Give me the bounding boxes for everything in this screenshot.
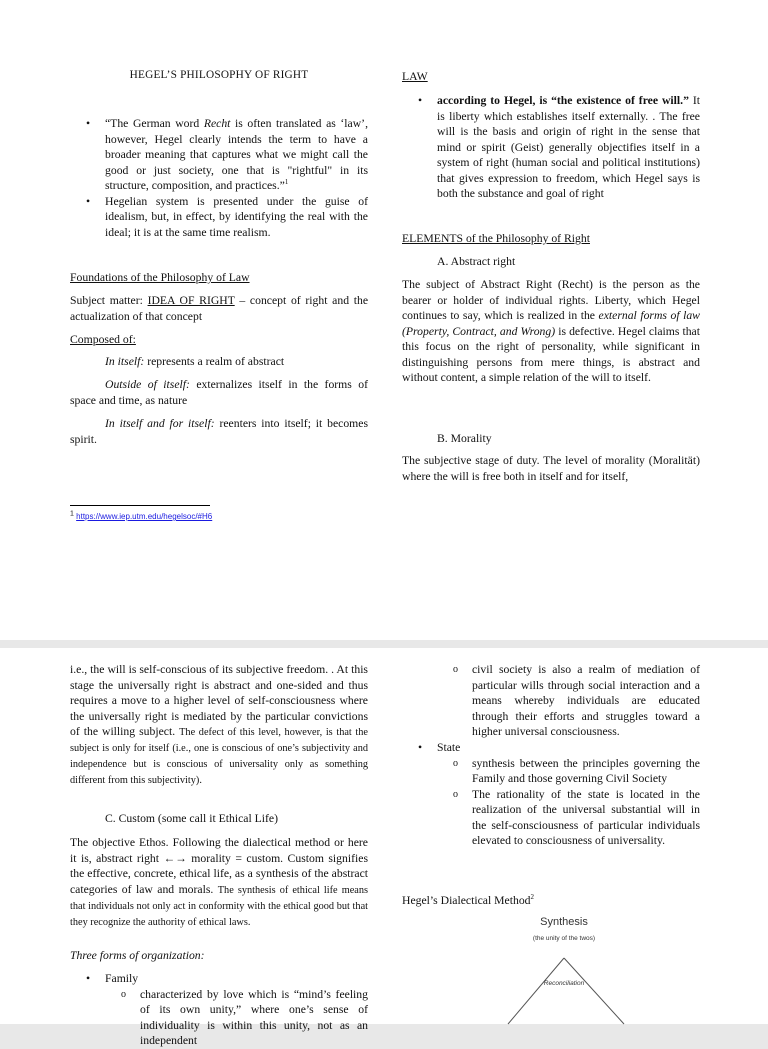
- abstract-right-heading: A. Abstract right: [437, 255, 516, 268]
- synthesis-sublabel: (the unity of the twos): [532, 935, 596, 942]
- forms-bullet-list: [70, 971, 368, 1049]
- synthesis-label: Synthesis: [540, 916, 588, 928]
- state-sub-list: [437, 756, 700, 849]
- custom-heading: C. Custom (some call it Ethical Life): [105, 812, 279, 825]
- list-item: o characterized by love which is “mind’s feeling of its own unity,” where one’s sense of individuality is within this unity, not as an independent: [105, 987, 368, 1049]
- footnote-divider: [70, 505, 210, 506]
- civil-society-sub-list: [437, 662, 700, 740]
- document-page-2: [0, 648, 768, 1047]
- list-item: o The rationality of the state is located in the realization of the universal substantial will in the self-consciousness of particular individuals elevated to consciousness of universality.: [437, 787, 700, 849]
- list-item: • Family o characterized by love which is “mind’s feeling of its own unity,” where one’s sense of individuality is within this unity, not as an independent: [70, 971, 368, 1049]
- outside-itself-line: Outside of itself: externalizes itself in the forms of space and time, as nature: [70, 378, 368, 407]
- in-and-for-itself-line: In itself and for itself: reenters into itself; it becomes spirit.: [70, 417, 369, 446]
- abstract-right-text: The subject of Abstract Right (Recht) is the person as the bearer or holder of individual rights. Liberty, which Hegel continues to say, which is realized in the external forms of law (Property, Contract, and Wrong) is defective. Hegel claims that this focus on the right of personality, while significant in distinguishing persons from mere things, is abstract and without content, a simple relation of the will to itself.: [402, 278, 700, 384]
- document-title: HEGEL’S PHILOSOPHY OF RIGHT: [129, 69, 309, 81]
- custom-text: The objective Ethos. Following the dialectical method or here it is, abstract right ←→ morality = custom. Custom signifies the effective, concrete, ethical life, as a synthesis of the abstract categories of law and morals. The synthesis of ethical life means that individuals not only act in conformity with the ethical good but that they recognize the authority of ethical laws.: [70, 836, 369, 928]
- morality-text: The subjective stage of duty. The level of morality (Moralität) where the will is free both in itself and for itself,: [402, 454, 700, 483]
- list-item: • Hegelian system is presented under the guise of idealism, but, in effect, by identifying the real with the ideal; it is at the same time realism.: [70, 194, 368, 241]
- morality-heading: B. Morality: [437, 432, 492, 445]
- footnote-ref: 1: [284, 178, 289, 187]
- reconciliation-label: Reconciliation: [543, 980, 585, 987]
- idea-of-right-term: IDEA OF RIGHT: [147, 294, 235, 307]
- law-bullet-list: [402, 93, 700, 202]
- in-itself-line: In itself: represents a realm of abstract: [105, 355, 285, 368]
- diagram-right-edge: [564, 958, 624, 1024]
- subject-matter: Subject matter: IDEA OF RIGHT – concept of right and the actualization of that concept: [70, 294, 369, 323]
- dialectical-method-heading: Hegel’s Dialectical Method$^2$: [402, 893, 535, 907]
- three-forms-heading: Three forms of organization:: [70, 949, 205, 962]
- list-item: • “The German word Recht is often translated as ‘law’, however, Hegel clearly intends the term to have a broader meaning that captures what we might call the good or just society, one that is "rightful" in its structure, composition, and practices.”$^1$: [70, 116, 368, 194]
- list-item: • according to Hegel, is “the existence of free will.” It is liberty which establishes itself externally. . The free will is the basis and origin of right in the sense that mind or spirit (Geist) generally objectifies itself in a system of right (human social and political institutions) that gives expression to freedom, which Hegel says is both the substance and goal of right: [402, 93, 700, 202]
- footnote-ref: 2: [530, 893, 535, 902]
- list-item: o synthesis between the principles governing the Family and those governing Civil Society: [437, 756, 700, 787]
- diagram-left-edge: [508, 958, 564, 1024]
- foundations-heading: Foundations of the Philosophy of Law: [70, 271, 250, 284]
- list-item: o civil society is also a realm of mediation of particular wills through social interaction and a means whereby individuals are educated through their efforts and struggles toward a higher universal consciousness.: [437, 662, 700, 740]
- dialectical-diagram: [472, 910, 672, 1024]
- composed-heading: Composed of:: [70, 333, 136, 346]
- law-heading: LAW: [402, 70, 428, 83]
- morality-continued: i.e., the will is self-conscious of its subjective freedom. . At this stage the universally right is abstract and one-sided and thus requires a move to a higher level of self-consciousness where the universally right is mediated by the particular convictions of the willing subject. The defect of this level, however, is that the subject is only for itself (i.e., one is conscious of one’s subjectivity and independence but is conscious of universality only as something different from this subjectivity).: [70, 663, 368, 786]
- list-item: • State o synthesis between the principles governing the Family and those governing Civil Society o The rationality of the state is located in the realization of the universal substantial will in the self-consciousness of particular individuals elevated to consciousness of universality.: [402, 740, 700, 849]
- footnote: $^1$ https://www.iep.utm.edu/hegelsoc/#H6: [70, 510, 213, 521]
- footnote-link[interactable]: https://www.iep.utm.edu/hegelsoc/#H6: [76, 512, 213, 521]
- family-sub-list: [105, 987, 368, 1049]
- state-bullet-list: [402, 740, 700, 849]
- elements-heading: ELEMENTS of the Philosophy of Right: [402, 232, 590, 245]
- recht-term: Recht: [203, 117, 231, 130]
- intro-bullet-list: [70, 116, 368, 240]
